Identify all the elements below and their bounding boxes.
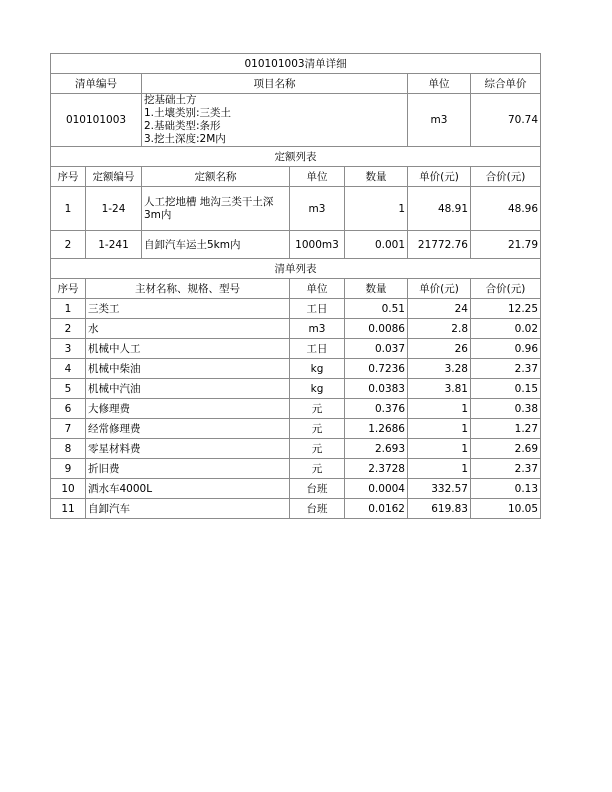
material-unit: 台班	[290, 479, 345, 499]
material-no: 8	[51, 439, 86, 459]
quota-price: 48.91	[408, 187, 471, 231]
material-no: 7	[51, 419, 86, 439]
material-total: 2.37	[471, 459, 541, 479]
bill-name-line: 挖基础土方	[144, 94, 197, 106]
material-row	[51, 359, 541, 379]
material-no: 6	[51, 399, 86, 419]
material-price: 3.81	[408, 379, 471, 399]
quota-code: 1-241	[86, 231, 142, 259]
material-no: 11	[51, 499, 86, 519]
material-row	[51, 419, 541, 439]
quota-price: 21772.76	[408, 231, 471, 259]
quota-name: 人工挖地槽 地沟三类干土深3m内	[142, 187, 290, 231]
quota-no: 1	[51, 187, 86, 231]
material-rows	[51, 299, 541, 519]
quota-header-code: 定额编号	[86, 167, 142, 187]
material-price: 1	[408, 399, 471, 419]
bill-name-line: 3.挖土深度:2M内	[144, 133, 226, 145]
material-header-unit: 单位	[290, 279, 345, 299]
material-no: 3	[51, 339, 86, 359]
material-unit: 元	[290, 419, 345, 439]
material-name: 自卸汽车	[86, 499, 290, 519]
material-name: 经常修理费	[86, 419, 290, 439]
material-name: 机械中人工	[86, 339, 290, 359]
quota-header-qty: 数量	[345, 167, 408, 187]
material-qty: 2.3728	[345, 459, 408, 479]
material-unit: 台班	[290, 499, 345, 519]
material-name: 机械中汽油	[86, 379, 290, 399]
quota-header-row	[51, 167, 541, 187]
material-row	[51, 499, 541, 519]
material-name: 三类工	[86, 299, 290, 319]
material-name: 洒水车4000L	[86, 479, 290, 499]
material-name: 水	[86, 319, 290, 339]
quota-total: 48.96	[471, 187, 541, 231]
bill-price: 70.74	[471, 94, 541, 147]
quota-row	[51, 231, 541, 259]
bill-unit-header: 单位	[408, 74, 471, 94]
material-price: 2.8	[408, 319, 471, 339]
bill-code-header: 清单编号	[51, 74, 142, 94]
material-row	[51, 339, 541, 359]
quota-unit: m3	[290, 187, 345, 231]
bill-name	[142, 94, 408, 147]
bill-name-line: 2.基础类型:条形	[144, 120, 221, 132]
quota-total: 21.79	[471, 231, 541, 259]
material-qty: 0.0162	[345, 499, 408, 519]
material-name: 折旧费	[86, 459, 290, 479]
material-price: 26	[408, 339, 471, 359]
bill-row	[51, 94, 541, 147]
material-total: 1.27	[471, 419, 541, 439]
material-no: 5	[51, 379, 86, 399]
material-price: 619.83	[408, 499, 471, 519]
material-no: 2	[51, 319, 86, 339]
material-qty: 2.693	[345, 439, 408, 459]
material-qty: 1.2686	[345, 419, 408, 439]
quota-section-row	[51, 147, 541, 167]
material-name: 机械中柴油	[86, 359, 290, 379]
quota-header-total: 合价(元)	[471, 167, 541, 187]
material-header-qty: 数量	[345, 279, 408, 299]
material-no: 4	[51, 359, 86, 379]
quota-header-unit: 单位	[290, 167, 345, 187]
material-unit: 工日	[290, 299, 345, 319]
material-unit: 元	[290, 459, 345, 479]
material-unit: 工日	[290, 339, 345, 359]
quota-code: 1-24	[86, 187, 142, 231]
material-row	[51, 379, 541, 399]
material-price: 1	[408, 419, 471, 439]
material-section-row	[51, 259, 541, 279]
material-qty: 0.0086	[345, 319, 408, 339]
material-row	[51, 299, 541, 319]
material-price: 24	[408, 299, 471, 319]
bill-code: 010101003	[51, 94, 142, 147]
bill-name-header: 项目名称	[142, 74, 408, 94]
material-no: 10	[51, 479, 86, 499]
material-row	[51, 439, 541, 459]
material-unit: kg	[290, 379, 345, 399]
quota-header-price: 单价(元)	[408, 167, 471, 187]
material-price: 3.28	[408, 359, 471, 379]
material-header-name: 主材名称、规格、型号	[86, 279, 290, 299]
material-name: 零星材料费	[86, 439, 290, 459]
material-total: 0.02	[471, 319, 541, 339]
material-header-no: 序号	[51, 279, 86, 299]
material-total: 0.15	[471, 379, 541, 399]
material-qty: 0.0383	[345, 379, 408, 399]
material-total: 12.25	[471, 299, 541, 319]
material-total: 2.37	[471, 359, 541, 379]
material-qty: 0.376	[345, 399, 408, 419]
quota-qty: 0.001	[345, 231, 408, 259]
quota-header-name: 定额名称	[142, 167, 290, 187]
material-qty: 0.7236	[345, 359, 408, 379]
bill-header-row	[51, 74, 541, 94]
quota-no: 2	[51, 231, 86, 259]
material-total: 0.13	[471, 479, 541, 499]
bill-unit: m3	[408, 94, 471, 147]
material-row	[51, 479, 541, 499]
quota-section-title: 定额列表	[51, 147, 541, 167]
material-row	[51, 399, 541, 419]
material-section-title: 清单列表	[51, 259, 541, 279]
material-total: 0.96	[471, 339, 541, 359]
material-unit: 元	[290, 439, 345, 459]
material-price: 1	[408, 459, 471, 479]
material-header-row	[51, 279, 541, 299]
material-qty: 0.51	[345, 299, 408, 319]
material-total: 2.69	[471, 439, 541, 459]
material-total: 10.05	[471, 499, 541, 519]
quota-qty: 1	[345, 187, 408, 231]
quota-header-no: 序号	[51, 167, 86, 187]
material-qty: 0.0004	[345, 479, 408, 499]
quota-unit: 1000m3	[290, 231, 345, 259]
bill-name-line: 1.土壤类别:三类土	[144, 107, 232, 119]
title-row	[51, 54, 541, 74]
bill-detail-table	[50, 53, 541, 519]
material-unit: 元	[290, 399, 345, 419]
material-row	[51, 319, 541, 339]
sheet-title: 010101003清单详细	[51, 54, 541, 74]
bill-price-header: 综合单价	[471, 74, 541, 94]
material-qty: 0.037	[345, 339, 408, 359]
material-total: 0.38	[471, 399, 541, 419]
material-name: 大修理费	[86, 399, 290, 419]
material-no: 1	[51, 299, 86, 319]
material-no: 9	[51, 459, 86, 479]
material-unit: kg	[290, 359, 345, 379]
material-price: 332.57	[408, 479, 471, 499]
material-row	[51, 459, 541, 479]
bill-detail-sheet	[50, 53, 540, 519]
quota-name: 自卸汽车运土5km内	[142, 231, 290, 259]
material-header-price: 单价(元)	[408, 279, 471, 299]
material-header-total: 合价(元)	[471, 279, 541, 299]
material-price: 1	[408, 439, 471, 459]
material-unit: m3	[290, 319, 345, 339]
quota-row	[51, 187, 541, 231]
